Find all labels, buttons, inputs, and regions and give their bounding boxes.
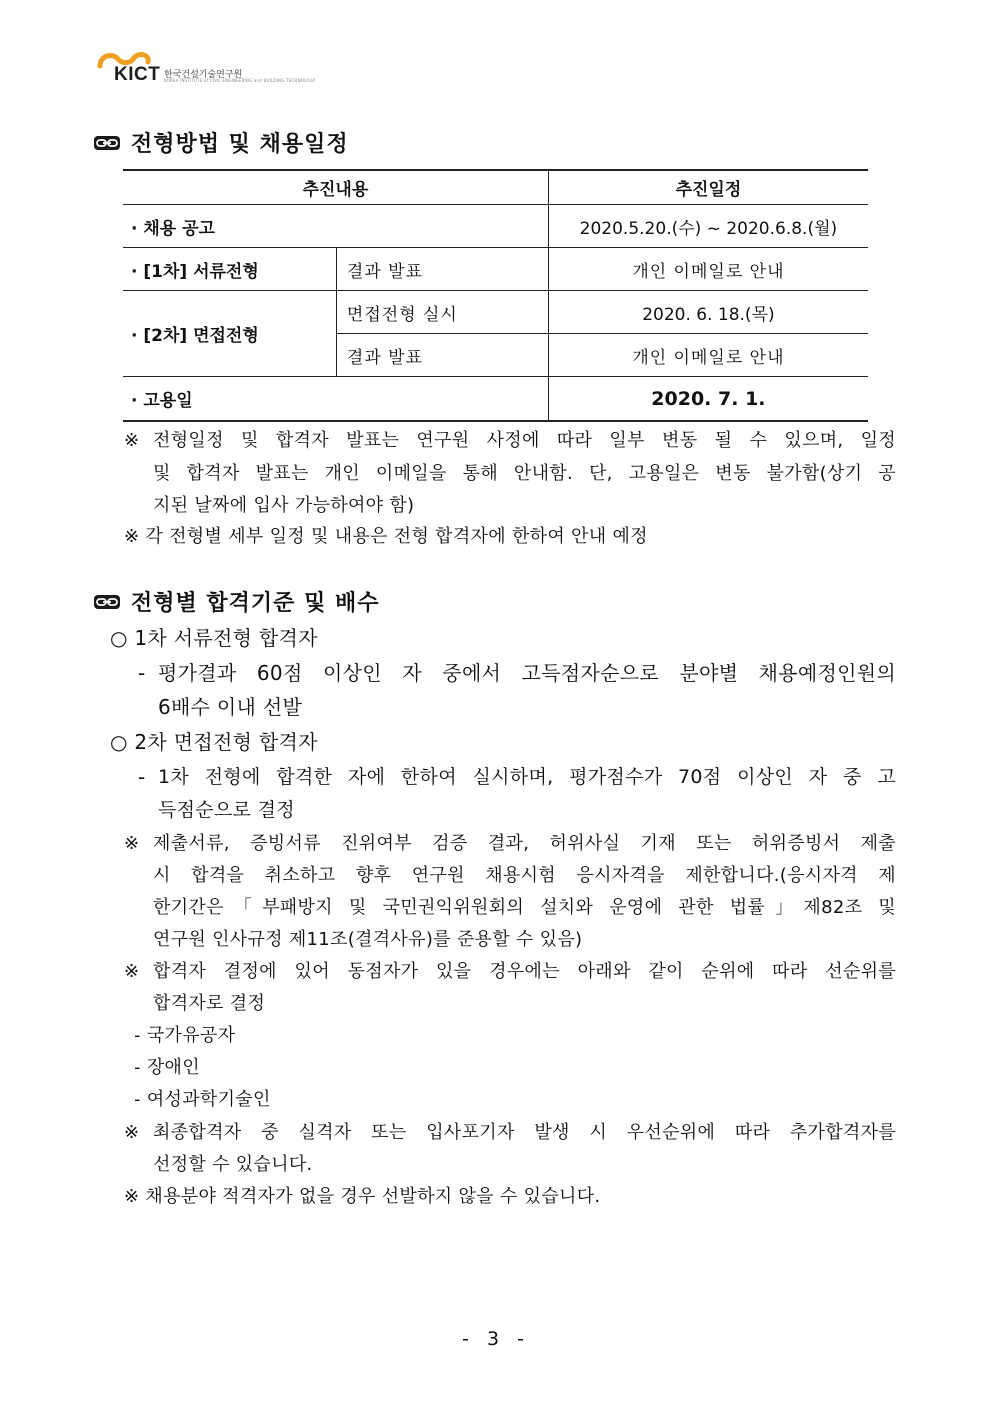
dash: -	[138, 765, 146, 789]
schedule-table	[123, 169, 868, 422]
row-schedule: 개인 이메일로 안내	[548, 248, 868, 291]
kict-logo	[96, 50, 316, 86]
row-label: · [1차] 서류전형	[123, 248, 336, 291]
row-label: · 고용일	[123, 377, 548, 422]
row-sub: 면접전형 실시	[336, 291, 548, 334]
row-schedule: 2020. 7. 1.	[548, 377, 868, 422]
logo-text: KICT	[114, 64, 161, 85]
note-mark: ※	[124, 430, 140, 451]
note-line: ※ 각 전형별 세부 일정 및 내용은 전형 합격자에 한하여 안내 예정	[124, 526, 648, 547]
section-title-criteria	[93, 586, 380, 617]
row-sub: 결과 발표	[336, 248, 548, 291]
table-row	[123, 205, 868, 248]
row-schedule: 개인 이메일로 안내	[548, 334, 868, 377]
note-line: 합격자로 결정	[153, 993, 266, 1014]
row-label: · 채용 공고	[123, 205, 548, 248]
note-line: 지된 날짜에 입사 가능하여야 함)	[153, 495, 415, 516]
note-line: 한기간은「부패방지 및 국민권익위원회의 설치와 운영에 관한 법률」제82조 및	[153, 897, 896, 918]
note-line: 연구원 인사규정 제11조(결격사유)를 준용할 수 있음)	[153, 929, 583, 950]
item-line: 평가결과 60점 이상인 자 중에서 고득점자순으로 분야별 채용예정인원의	[158, 661, 896, 685]
priority-item: - 국가유공자	[134, 1025, 236, 1046]
row-label: · [2차] 면접전형	[123, 291, 336, 377]
section-title-text: 전형방법 및 채용일정	[131, 132, 349, 157]
logo-english-name: KOREA INSTITUTE of CIVIL ENGINEERING and BUILDING TECHNOLOGY	[164, 78, 316, 83]
chain-link-icon	[93, 134, 121, 152]
note-line: 최종합격자 중 실격자 또는 입사포기자 발생 시 우선순위에 따라 추가합격자를	[153, 1122, 896, 1143]
row-sub: 결과 발표	[336, 334, 548, 377]
item-title: ○ 2차 면접전형 합격자	[110, 730, 318, 754]
note-line: 및 합격자 발표는 개인 이메일을 통해 안내함. 단, 고용일은 변동 불가함(상기 공	[153, 463, 896, 484]
dash: -	[138, 661, 146, 685]
page-number: - 3 -	[462, 1328, 530, 1350]
note-mark: ※	[124, 833, 140, 854]
logo-korean-name: 한국건설기술연구원	[164, 70, 243, 80]
item-line: 1차 전형에 합격한 자에 한하여 실시하며, 평가점수가 70점 이상인 자 중 고	[158, 766, 896, 788]
header-content: 추진내용	[123, 170, 548, 205]
table-row	[123, 377, 868, 422]
header-schedule: 추진일정	[548, 170, 868, 205]
priority-item: - 장애인	[134, 1057, 200, 1078]
note-line: 제출서류, 증빙서류 진위여부 검증 결과, 허위사실 기재 또는 허위증빙서 제출	[153, 833, 896, 854]
item-line: 6배수 이내 선발	[158, 695, 303, 719]
row-schedule: 2020.5.20.(수) ~ 2020.6.8.(월)	[548, 205, 868, 248]
chain-link-icon	[93, 593, 121, 611]
priority-item: - 여성과학기술인	[134, 1089, 271, 1110]
section-title-schedule	[93, 127, 349, 158]
table-row	[123, 291, 868, 334]
table-row	[123, 248, 868, 291]
table-header-row	[123, 170, 868, 205]
section-title-text: 전형별 합격기준 및 배수	[131, 591, 380, 616]
note-line: 전형일정 및 합격자 발표는 연구원 사정에 따라 일부 변동 될 수 있으며, 일정	[153, 430, 896, 451]
row-schedule: 2020. 6. 18.(목)	[548, 291, 868, 334]
item-title: ○ 1차 서류전형 합격자	[110, 626, 318, 650]
note-mark: ※	[124, 1122, 140, 1143]
item-line: 득점순으로 결정	[158, 799, 295, 821]
note-line: 시 합격을 취소하고 향후 연구원 채용시험 응시자격을 제한합니다.(응시자격 제	[153, 865, 896, 886]
note-line: 선정할 수 있습니다.	[153, 1154, 313, 1175]
note-line: 합격자 결정에 있어 동점자가 있을 경우에는 아래와 같이 순위에 따라 선순위를	[153, 961, 896, 982]
note-mark: ※	[124, 961, 140, 982]
note-line: ※ 채용분야 적격자가 없을 경우 선발하지 않을 수 있습니다.	[124, 1186, 601, 1207]
